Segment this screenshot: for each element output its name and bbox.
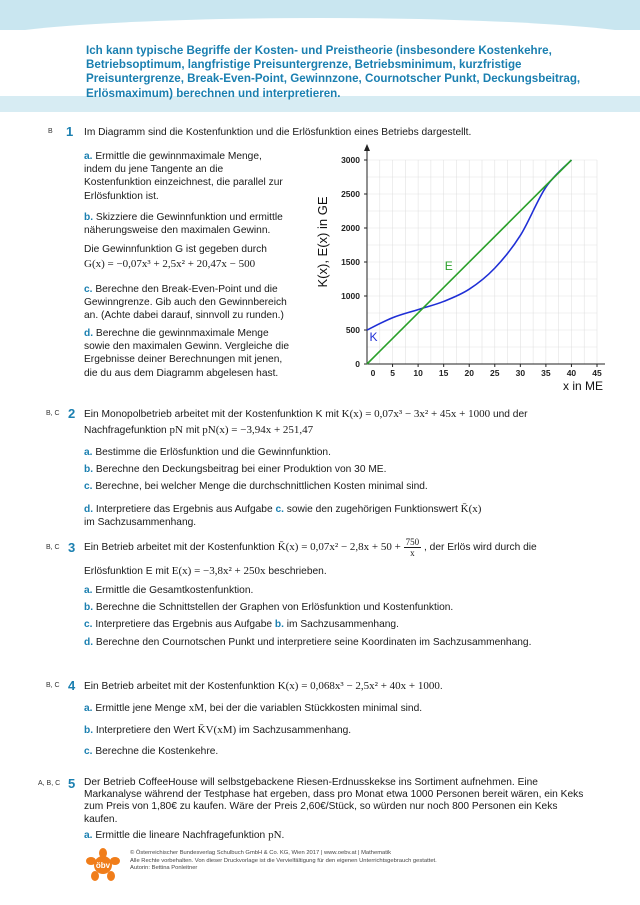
task2-number: 2 xyxy=(68,406,76,421)
task2-level: B, C xyxy=(46,410,60,417)
task2-d-ref: c. xyxy=(275,504,284,515)
task3-a: a. Ermittle die Gesamtkostenfunktion. xyxy=(84,585,254,596)
task4-cost-formula: K(x) = 0,068x³ − 2,5x² + 40x + 1000 xyxy=(277,680,440,692)
task3-intro: Ein Betrieb arbeitet mit der Kostenfunktion xyxy=(84,542,275,553)
task3-intro2-end: beschrieben. xyxy=(268,566,327,577)
series-label-E: E xyxy=(444,259,453,274)
task2-pn: pN xyxy=(169,424,183,436)
task4-a-end: , bei der die variablen Stückkosten minimal sind. xyxy=(204,703,423,714)
y-tick-label: 0 xyxy=(355,359,360,369)
task4-b-end: im Sachzusammenhang. xyxy=(239,725,352,736)
header-banner xyxy=(0,0,640,112)
task4-b-kv: K̄V(xM) xyxy=(197,724,237,736)
task3-fraction xyxy=(404,537,422,558)
y-tick-label: 3000 xyxy=(341,155,360,165)
task3-c-end: im Sachzusammenhang. xyxy=(286,619,399,630)
task1-number: 1 xyxy=(66,124,74,139)
task4-a-text: Ermittle jene Menge xyxy=(95,703,186,714)
task5-a-end: . xyxy=(281,830,285,841)
x-tick-label: 40 xyxy=(566,368,577,378)
task3-c-text: Interpretiere das Ergebnis aus Aufgabe xyxy=(95,619,273,630)
task4-b: b. Interpretiere den Wert K̄V(xM) im Sachzusammenhang. xyxy=(84,724,352,736)
task1-intro: Im Diagramm sind die Kostenfunktion und die Erlösfunktion eines Betriebs dargestellt. xyxy=(84,127,472,138)
oebv-logo xyxy=(86,848,120,882)
y-tick-label: 1500 xyxy=(341,257,360,267)
x-tick-label: 20 xyxy=(464,368,474,378)
task1-a-label: a. xyxy=(84,151,93,162)
task3-intro2: Erlösfunktion E mit xyxy=(84,566,169,577)
task3-line2 xyxy=(84,565,327,578)
task5-level: A, B, C xyxy=(38,780,61,787)
x-tick-label: 0 xyxy=(370,368,376,378)
footer-author: Autorin: Bettina Ponleitner xyxy=(130,865,198,871)
series-label-K: K xyxy=(369,329,378,344)
task2-a-text: Bestimme die Erlösfunktion und die Gewinnfunktion. xyxy=(95,447,331,458)
task4-level: B, C xyxy=(46,682,60,689)
task1-b-text: Skizziere die Gewinnfunktion und ermittle näherungsweise den maximalen Gewinn. xyxy=(84,212,283,237)
y-axis-arrow xyxy=(364,144,370,151)
task3-d: d. Berechne den Cournotschen Punkt und interpretiere seine Koordinaten im Sachzusammenhang. xyxy=(84,637,532,648)
x-tick-label: 10 xyxy=(413,368,423,378)
x-tick-label: 25 xyxy=(490,368,500,378)
task1-d-text: Berechne die gewinnmaximale Menge sowie den maximalen Gewinn. Vergleiche die Ergebnisse deiner Berechnungen mit jenen, die du aus dem Diagramm abgelesen hast. xyxy=(84,328,289,379)
task3-c: c. Interpretiere das Ergebnis aus Aufgabe b. im Sachzusammenhang. xyxy=(84,619,399,630)
y-tick-label: 2000 xyxy=(341,223,360,233)
task1-b-text2: Die Gewinnfunktion G ist gegeben durch xyxy=(84,244,267,255)
task2-d-kbar: K̄(x) xyxy=(460,503,482,515)
logo-text: öbv xyxy=(95,861,111,870)
task4-b-text: Interpretiere den Wert xyxy=(95,725,195,736)
task5-a: a. Ermittle die lineare Nachfragefunktion pN. xyxy=(84,829,285,841)
y-tick-label: 500 xyxy=(345,325,360,335)
task3-level: B, C xyxy=(46,544,60,551)
task4-number: 4 xyxy=(68,678,76,693)
task5-a-text: Ermittle die lineare Nachfragefunktion xyxy=(95,830,266,841)
task4-line1 xyxy=(84,680,443,693)
task3-d-text: Berechne den Cournotschen Punkt und interpretiere seine Koordinaten im Sachzusammenhang. xyxy=(95,637,532,648)
task3-cost-formula: K̄(x) = 0,07x² − 2,8x + 50 + xyxy=(277,541,401,553)
task2-a: a. Bestimme die Erlösfunktion und die Gewinnfunktion. xyxy=(84,447,331,458)
task2-c-text: Berechne, bei welcher Menge die durchschnittlichen Kosten minimal sind. xyxy=(95,481,428,492)
footer xyxy=(130,850,550,873)
task1-c xyxy=(84,283,290,323)
task4-intro: Ein Betrieb arbeitet mit der Kostenfunktion xyxy=(84,681,275,692)
task5-text: Der Betrieb CoffeeHouse will selbstgebackene Riesen-Erdnusskekse ins Sortiment aufnehmen. Eine Markanalyse während der Testphase hat ergeben, dass pro Monat etwa 1000 Personen bereit wären, ein Keks zum Preis von 1,80€ zu kaufen. Wäre der Preis 2,60€/Stück, so würden nur noch 800 Personen ein Keks kaufen. xyxy=(84,777,584,825)
task2-d-text: Interpretiere das Ergebnis aus Aufgabe xyxy=(95,504,273,515)
task4-c: c. Berechne die Kostenkehre. xyxy=(84,746,219,757)
task1-a xyxy=(84,150,290,203)
x-tick-label: 35 xyxy=(541,368,551,378)
x-tick-label: 15 xyxy=(438,368,449,378)
task5-number: 5 xyxy=(68,776,76,791)
task3-b: b. Berechne die Schnittstellen der Graphen von Erlösfunktion und Kostenfunktion. xyxy=(84,602,454,613)
task3-b-text: Berechne die Schnittstellen der Graphen von Erlösfunktion und Kostenfunktion. xyxy=(95,602,454,613)
task3-c-ref: b. xyxy=(274,619,284,630)
task1-b-label: b. xyxy=(84,212,94,223)
task1-d-label: d. xyxy=(84,328,94,339)
y-tick-label: 2500 xyxy=(341,189,360,199)
x-tick-label: 30 xyxy=(515,368,526,378)
footer-rights: Alle Rechte vorbehalten. Von dieser Druckvorlage ist die Vervielfältigung für den eigenen Unterrichtsgebrauch gestattet. xyxy=(130,857,437,864)
task2-d: d. Interpretiere das Ergebnis aus Aufgabe c. sowie den zugehörigen Funktionswert K̄(x) xyxy=(84,503,482,515)
task4-a: a. Ermittle jene Menge xM, bei der die variablen Stückkosten minimal sind. xyxy=(84,702,423,714)
task2-demand-formula: pN(x) = −3,94x + 251,47 xyxy=(202,424,314,436)
task2-d-rest: sowie den zugehörigen Funktionswert xyxy=(286,504,458,515)
task1-level: B xyxy=(48,128,53,135)
task1-b xyxy=(84,211,290,237)
task4-c-text: Berechne die Kostenkehre. xyxy=(95,746,219,757)
task5-a-pn: pN xyxy=(268,829,282,841)
task2-b: b. Berechne den Deckungsbeitrag bei einer Produktion von 30 ME. xyxy=(84,464,387,475)
task3-intro-end: , der Erlös wird durch die xyxy=(424,542,537,553)
y-tick-label: 1000 xyxy=(341,291,360,301)
task3-line1 xyxy=(84,534,537,561)
task4-intro-end: . xyxy=(439,681,443,692)
x-tick-label: 45 xyxy=(592,368,602,378)
task1-c-label: c. xyxy=(84,284,93,295)
task1-a-text: Ermittle die gewinnmaximale Menge, indem du jene Tangente an die Kostenfunktion einzeichnest, die parallel zur Erlösfunktion ist. xyxy=(84,151,283,202)
task2-b-text: Berechne den Deckungsbeitrag bei einer Produktion von 30 ME. xyxy=(95,464,387,475)
task2-d-line2: im Sachzusammenhang. xyxy=(84,517,197,528)
cost-revenue-chart xyxy=(305,140,605,395)
task3-a-text: Ermittle die Gesamtkostenfunktion. xyxy=(95,585,254,596)
task1-b-formula: G(x) = −0,07x³ + 2,5x² + 20,47x − 500 xyxy=(84,258,256,270)
task3-revenue-formula: E(x) = −3,8x² + 250x xyxy=(171,565,266,577)
task2-line2 xyxy=(84,424,313,437)
task4-a-xm: xM xyxy=(188,702,205,714)
task2-and: und der xyxy=(492,409,528,420)
task2-mit: mit xyxy=(185,425,200,436)
learning-objective: Ich kann typische Begriffe der Kosten- und Preistheorie (insbesondere Kostenkehre, Betriebsoptimum, langfristige Preisuntergrenze, Betriebsminimum, kurzfristige Preisuntergrenze, Break-Even-Point, Gewinnzone, Cournotscher Punkt, Deckungsbeitrag, Erlösmaximum) berechnen und interpretieren. xyxy=(86,44,581,100)
task2-intro: Ein Monopolbetrieb arbeitet mit der Kostenfunktion K mit xyxy=(84,409,339,420)
task2-cost-formula: K(x) = 0,07x³ − 3x² + 45x + 1000 xyxy=(341,408,491,420)
task2-c: c. Berechne, bei welcher Menge die durchschnittlichen Kosten minimal sind. xyxy=(84,481,428,492)
task3-frac-bottom: x xyxy=(410,547,415,558)
footer-copyright: © Österreichischer Bundesverlag Schulbuch GmbH & Co. KG, Wien 2017 | www.oebv.at | Mathematik xyxy=(130,850,392,856)
x-axis-label: x in ME xyxy=(562,379,603,393)
task1-d xyxy=(84,327,290,380)
task2-line1 xyxy=(84,408,528,421)
task2-intro2: Nachfragefunktion xyxy=(84,425,167,436)
task1-c-text: Berechne den Break-Even-Point und die Gewinngrenze. Gib auch den Gewinnbereich an. (Achte dabei darauf, sinnvoll zu runden.) xyxy=(84,284,287,322)
x-tick-label: 5 xyxy=(390,368,395,378)
task3-frac-top: 750 xyxy=(405,536,420,547)
task3-number: 3 xyxy=(68,540,76,555)
y-axis-label: K(x), E(x) in GE xyxy=(315,196,330,288)
